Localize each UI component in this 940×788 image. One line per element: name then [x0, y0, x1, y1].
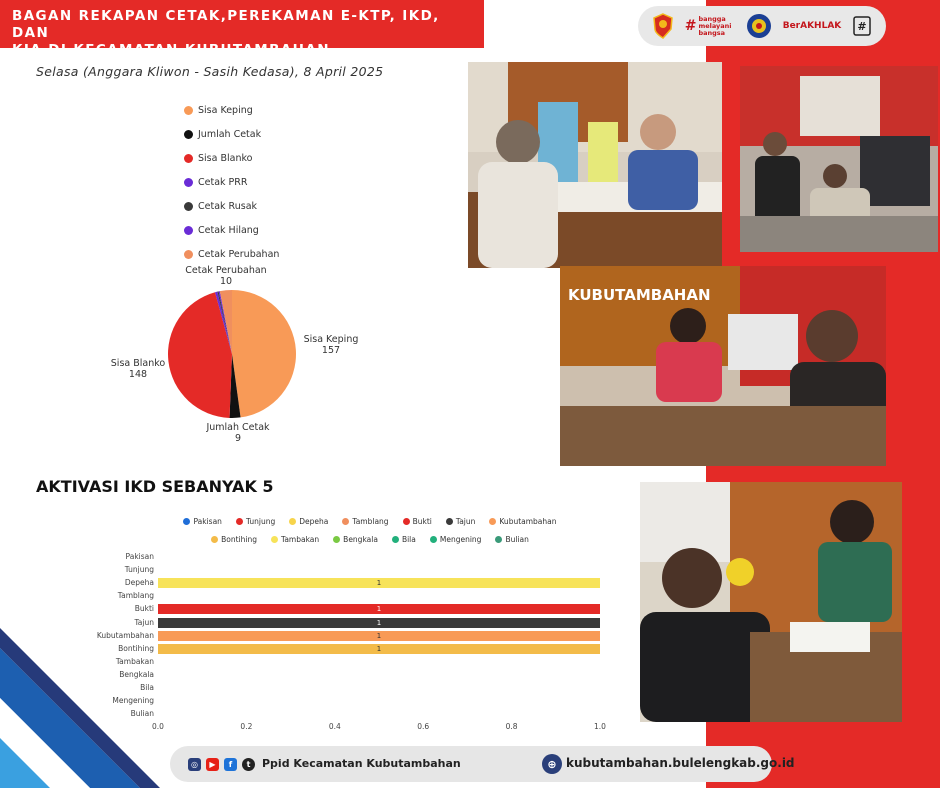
- pie-chart: [100, 262, 400, 452]
- legend-swatch: [430, 536, 437, 543]
- legend-label: Cetak Hilang: [198, 224, 259, 236]
- legend-swatch: [184, 178, 193, 187]
- legend-swatch: [183, 518, 190, 525]
- bar-legend-item: [392, 535, 416, 544]
- legend-swatch: [392, 536, 399, 543]
- bar-value-label: 1: [376, 579, 382, 588]
- pemkab-logo: [652, 13, 674, 39]
- legend-label: Tambakan: [281, 534, 320, 544]
- bar-legend-item: [430, 535, 482, 544]
- facebook-icon[interactable]: f: [224, 758, 237, 771]
- category-label: Tambakan: [115, 656, 154, 666]
- legend-swatch: [403, 518, 410, 525]
- pie-legend-item: [184, 218, 279, 242]
- category-label: Bukti: [134, 604, 154, 614]
- instagram-icon[interactable]: ◎: [188, 758, 201, 771]
- pie-label-value: 9: [234, 433, 242, 444]
- bar-legend-item: [403, 517, 432, 526]
- header-title-line-2: KIA DI KECAMATAN KUBUTAMBAHAN: [12, 42, 330, 58]
- date-line: Selasa (Anggara Kliwon - Sasih Kedasa), 8 April 2025: [36, 64, 384, 79]
- pie-legend: [184, 98, 279, 266]
- kubutambahan-sign-text: KUBUTAMBAHAN: [568, 286, 711, 304]
- legend-swatch: [333, 536, 340, 543]
- bar-value-label: 1: [376, 631, 382, 640]
- bar-legend-item: [271, 535, 319, 544]
- legend-label: Tajun: [455, 516, 476, 526]
- legend-swatch: [184, 130, 193, 139]
- legend-swatch: [236, 518, 243, 525]
- legend-swatch: [495, 536, 502, 543]
- legend-label: Tamblang: [352, 516, 389, 526]
- bangga-melayani-bangsa-logo: # bangga melayani bangsa: [685, 16, 735, 37]
- header-title-line-1: BAGAN REKAPAN CETAK,PEREKAMAN E-KTP, IKD, DAN: [12, 8, 440, 41]
- legend-label: Mengening: [439, 534, 482, 544]
- legend-label: Depeha: [299, 516, 329, 526]
- legend-label: Bulian: [505, 534, 529, 544]
- service-counter-photo: [468, 62, 722, 268]
- ikd-activation-photo: [640, 482, 902, 722]
- legend-swatch: [184, 226, 193, 235]
- legend-label: Sisa Keping: [198, 104, 253, 116]
- x-tick-label: 0.2: [240, 722, 253, 731]
- tiktok-icon[interactable]: t: [242, 758, 255, 771]
- legend-swatch: [446, 518, 453, 525]
- x-tick-label: 0.8: [505, 722, 518, 731]
- pie-legend-item: [184, 98, 279, 122]
- pie-legend-item: [184, 170, 279, 194]
- bar-legend: [100, 512, 640, 548]
- logo-strip: [638, 6, 886, 46]
- legend-swatch: [184, 106, 193, 115]
- legend-label: Bontihing: [221, 534, 257, 544]
- pie-label-cetak-perubahan: [184, 265, 268, 287]
- x-tick-label: 0.4: [328, 722, 341, 731]
- category-label: Tamblang: [117, 591, 154, 601]
- legend-label: Cetak PRR: [198, 176, 248, 188]
- legend-swatch: [184, 250, 193, 259]
- footer-social-label[interactable]: Ppid Kecamatan Kubutambahan: [262, 757, 461, 770]
- bar-value-label: 1: [376, 605, 382, 614]
- youtube-icon[interactable]: ▶: [206, 758, 219, 771]
- pie-legend-item: [184, 122, 279, 146]
- bar-value-label: 1: [376, 644, 382, 653]
- x-tick-label: 0.6: [417, 722, 430, 731]
- legend-label: Bukti: [412, 516, 432, 526]
- pie-label-name: Jumlah Cetak: [206, 422, 270, 433]
- bar-legend-item: [342, 517, 388, 526]
- x-tick-label: 0.0: [152, 722, 164, 731]
- globe-icon: ⊕: [542, 754, 562, 774]
- registration-desk-photo: [560, 266, 886, 466]
- bar-value-label: 1: [376, 618, 382, 627]
- office-staff-photo: [740, 66, 938, 252]
- legend-swatch: [184, 202, 193, 211]
- pie-label-name: Cetak Perubahan: [185, 265, 267, 276]
- category-label: Bontihing: [118, 643, 154, 653]
- legend-label: Tunjung: [245, 516, 276, 526]
- bar-legend-item: [183, 517, 221, 526]
- legend-swatch: [289, 518, 296, 525]
- hashtag-logo: [852, 15, 872, 37]
- pie-slice-sisa-keping: [232, 290, 296, 417]
- pie-label-value: 10: [219, 276, 233, 287]
- pie-label-name: Sisa Keping: [303, 334, 359, 345]
- bar-legend-item: [211, 535, 257, 544]
- legend-label: Sisa Blanko: [198, 152, 253, 164]
- bar-legend-item: [489, 517, 556, 526]
- svg-text:#: #: [857, 20, 868, 33]
- pie-label-sisa-keping: [296, 334, 366, 356]
- legend-label: Jumlah Cetak: [198, 128, 262, 140]
- legend-label: Bengkala: [343, 534, 378, 544]
- pie-label-value: 157: [321, 345, 341, 356]
- legend-swatch: [342, 518, 349, 525]
- corner-decoration: [0, 628, 160, 788]
- category-label: Depeha: [124, 578, 154, 588]
- bangga-logo-text: bangga melayani bangsa: [698, 14, 732, 37]
- legend-label: Cetak Rusak: [198, 200, 258, 212]
- berakhlak-logo: [783, 21, 842, 31]
- legend-swatch: [184, 154, 193, 163]
- bar-legend-item: [495, 535, 528, 544]
- pie-legend-item: [184, 146, 279, 170]
- legend-label: Kubutambahan: [499, 516, 557, 526]
- category-label: Tunjung: [124, 565, 154, 575]
- page-header: [0, 0, 484, 58]
- bar-legend-item: [333, 535, 378, 544]
- dukcapil-logo: [746, 13, 772, 39]
- legend-label: Bila: [401, 534, 416, 544]
- bar-legend-row: [100, 512, 640, 530]
- x-tick-label: 1.0: [594, 722, 606, 731]
- pie-label-name: Sisa Blanko: [110, 358, 166, 369]
- category-label: Bila: [140, 683, 154, 692]
- bar-legend-item: [289, 517, 328, 526]
- berakhlak-logo-text: BerAKHLAK: [782, 21, 842, 31]
- legend-swatch: [211, 536, 218, 543]
- legend-swatch: [271, 536, 278, 543]
- ikd-chart-title: AKTIVASI IKD SEBANYAK 5: [36, 477, 274, 496]
- legend-label: Cetak Perubahan: [198, 248, 280, 260]
- category-label: Bengkala: [119, 669, 154, 679]
- category-label: Mengening: [112, 696, 154, 706]
- bar-legend-item: [446, 517, 476, 526]
- category-label: Pakisan: [125, 552, 154, 561]
- bar-legend-row: [100, 530, 640, 548]
- category-label: Kubutambahan: [96, 630, 154, 640]
- category-label: Tajun: [134, 617, 154, 627]
- bar-legend-item: [236, 517, 275, 526]
- pie-label-value: 148: [128, 369, 148, 380]
- pie-label-jumlah-cetak: [200, 422, 276, 444]
- pie-legend-item: [184, 194, 279, 218]
- legend-label: Pakisan: [193, 516, 222, 526]
- category-label: Bulian: [130, 709, 154, 719]
- pie-label-sisa-blanko: [106, 358, 170, 380]
- legend-swatch: [489, 518, 496, 525]
- footer-website-link[interactable]: kubutambahan.bulelengkab.go.id: [566, 756, 795, 770]
